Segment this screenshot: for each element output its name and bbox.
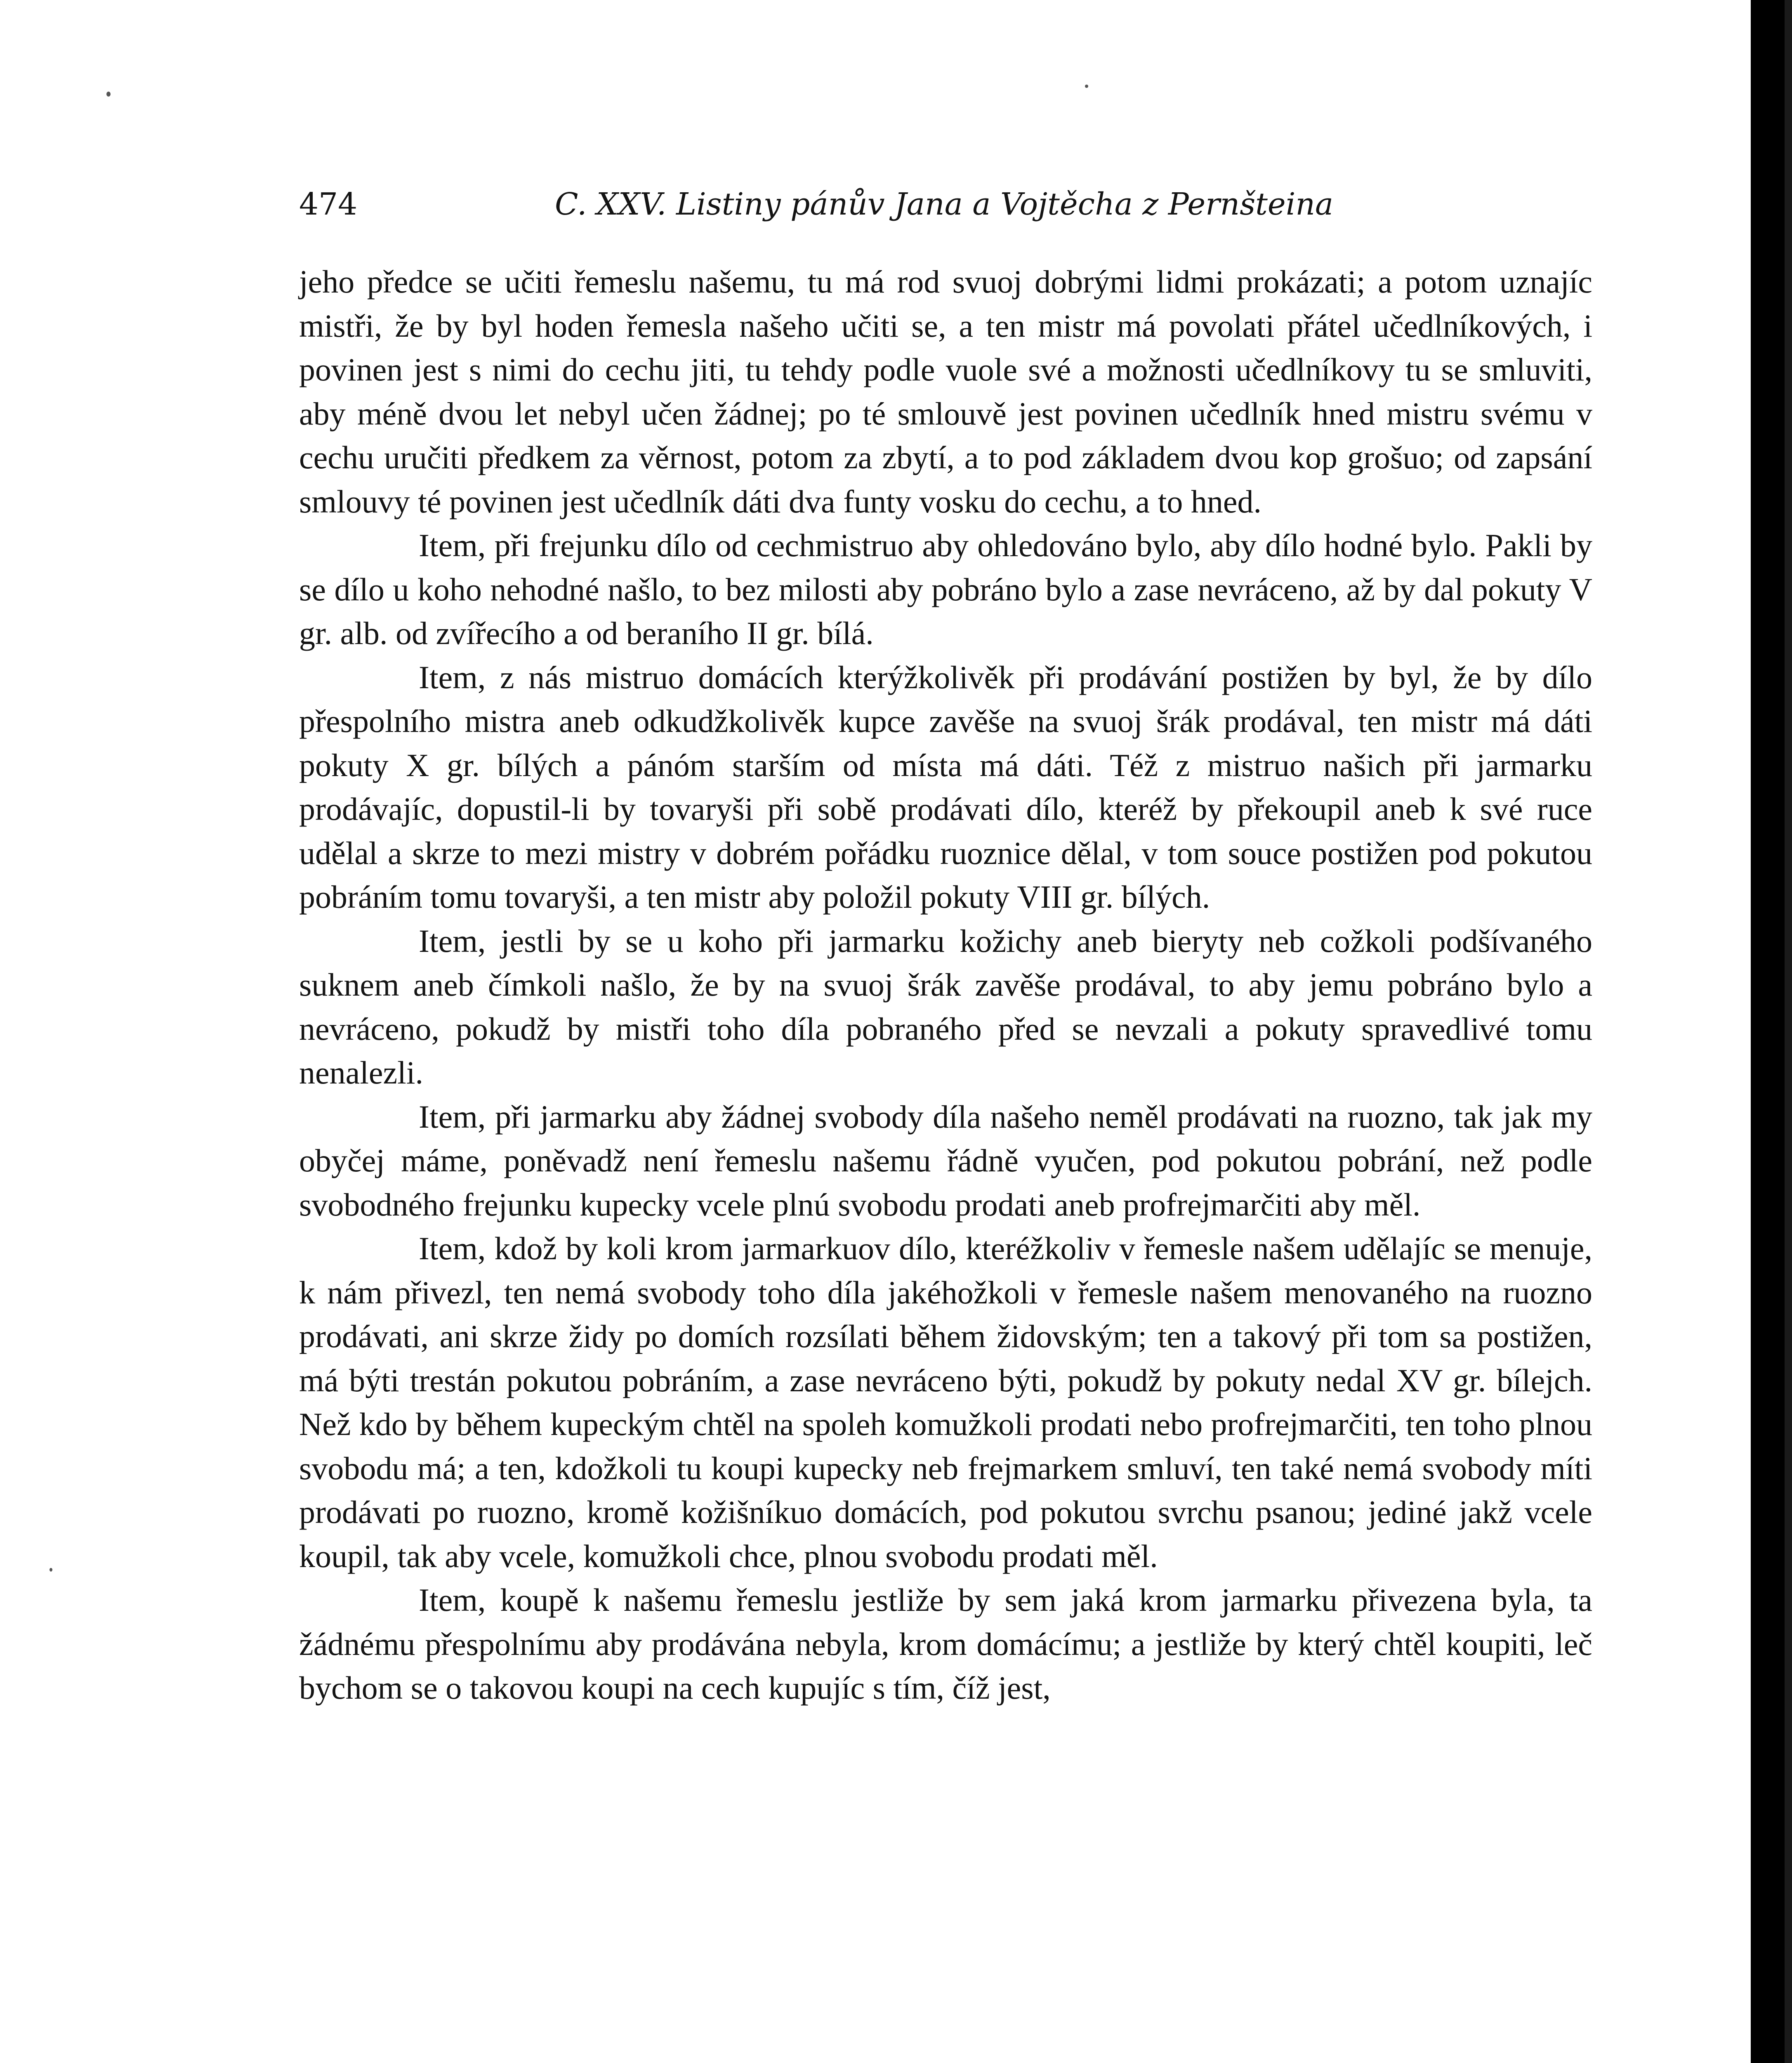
scan-speck <box>1085 85 1088 88</box>
body-text <box>299 260 1592 1710</box>
paragraph: Item, kdož by koli krom jarmarkuov dílo, kteréžkoliv v řemesle našem udělajíc se menuje, k nám přivezl, ten nemá svobody toho díla jakéhožkoli v řemesle našem menovaného na ruozno prodávati, ani skrze židy po domích rozsílati během židovským; ten a takový při tom sa postižen, má býti trestán pokutou pobráním, a zase nevráceno býti, pokudž by pokuty nedal XV gr. bílejch. Než kdo by během kupeckým chtěl na spoleh komužkoli prodati nebo profrejmarčiti, ten toho plnou svobodu má; a ten, kdožkoli tu koupi kupecky neb frejmarkem smluví, ten také nemá svobody míti prodávati po ruozno, kromě kožišníkuo domácích, pod pokutou svrchu psanou; jediné jakž vcele koupil, tak aby vcele, komužkoli chce, plnou svobodu prodati měl. <box>299 1230 1592 1574</box>
scan-speck <box>106 92 111 97</box>
paragraph: Item, jestli by se u koho při jarmarku kožichy aneb bieryty neb cožkoli podšívaného suknem aneb čímkoli našlo, že by na svuoj šrák zavěše prodával, to aby jemu pobráno bylo a nevráceno, pokudž by mistři toho díla pobraného před se nevzali a pokuty spravedlivé tomu nenalezli. <box>299 923 1592 1091</box>
paragraph: Item, při jarmarku aby žádnej svobody díla našeho neměl prodávati na ruozno, tak jak my obyčej máme, poněvadž není řemeslu našemu řádně vyučen, pod pokutou pobrání, než podle svobodného frejunku kupecky vcele plnú svobodu prodati aneb profrejmarčiti aby měl. <box>299 1098 1592 1223</box>
scan-speck <box>50 1568 52 1572</box>
paragraph: Item, při frejunku dílo od cechmistruo aby ohledováno bylo, aby dílo hodné bylo. Pakli by se dílo u koho nehodné našlo, to bez milosti aby pobráno bylo a zase nevráceno, až by dal pokuty V gr. alb. od zvířecího a od beraního II gr. bílá. <box>299 527 1592 651</box>
page-header <box>299 182 1334 227</box>
scan-edge <box>1785 0 1792 2063</box>
paragraph: Item, koupě k našemu řemeslu jestliže by sem jaká krom jarmarku přivezena byla, ta žádnému přespolnímu aby prodávána nebyla, krom domácímu; a jestliže by který chtěl koupiti, leč bychom se o takovou koupi na cech kupujíc s tím, číž jest, <box>299 1582 1592 1706</box>
page-number: 474 <box>299 186 358 222</box>
paragraph: Item, z nás mistruo domácích kterýžkolivěk při prodávání postižen by byl, že by dílo přespolního mistra aneb odkudžkolivěk kupce zavěše na svuoj šrák prodával, ten mistr má dáti pokuty X gr. bílých a pánóm starším od místa má dáti. Též z mistruo našich při jarmarku prodávajíc, dopustil-li by tovaryši při sobě prodávati dílo, kteréž by překoupil aneb k své ruce udělal a skrze to mezi mistry v dobrém pořádku ruoznice dělal, v tom souce postižen pod pokutou pobráním tomu tovaryši, a ten mistr aby položil pokuty VIII gr. bílých. <box>299 659 1592 915</box>
running-title: C. XXV. Listiny pánův Jana a Vojtěcha z Pernšteina <box>555 186 1334 222</box>
paragraph: jeho předce se učiti řemeslu našemu, tu má rod svuoj dobrými lidmi prokázati; a potom uznajíc mistři, že by byl hoden řemesla našeho učiti se, a ten mistr má povolati přátel učedlníkových, i povinen jest s nimi do cechu jiti, tu tehdy podle vuole své a možnosti učedlníkovy tu se smluviti, aby méně dvou let nebyl učen žádnej; po té smlouvě jest povinen učedlník hned mistru svému v cechu uručiti předkem za věrnost, potom za zbytí, a to pod základem dvou kop grošuo; od zapsání smlouvy té povinen jest učedlník dáti dva funty vosku do cechu, a to hned. <box>299 264 1592 519</box>
